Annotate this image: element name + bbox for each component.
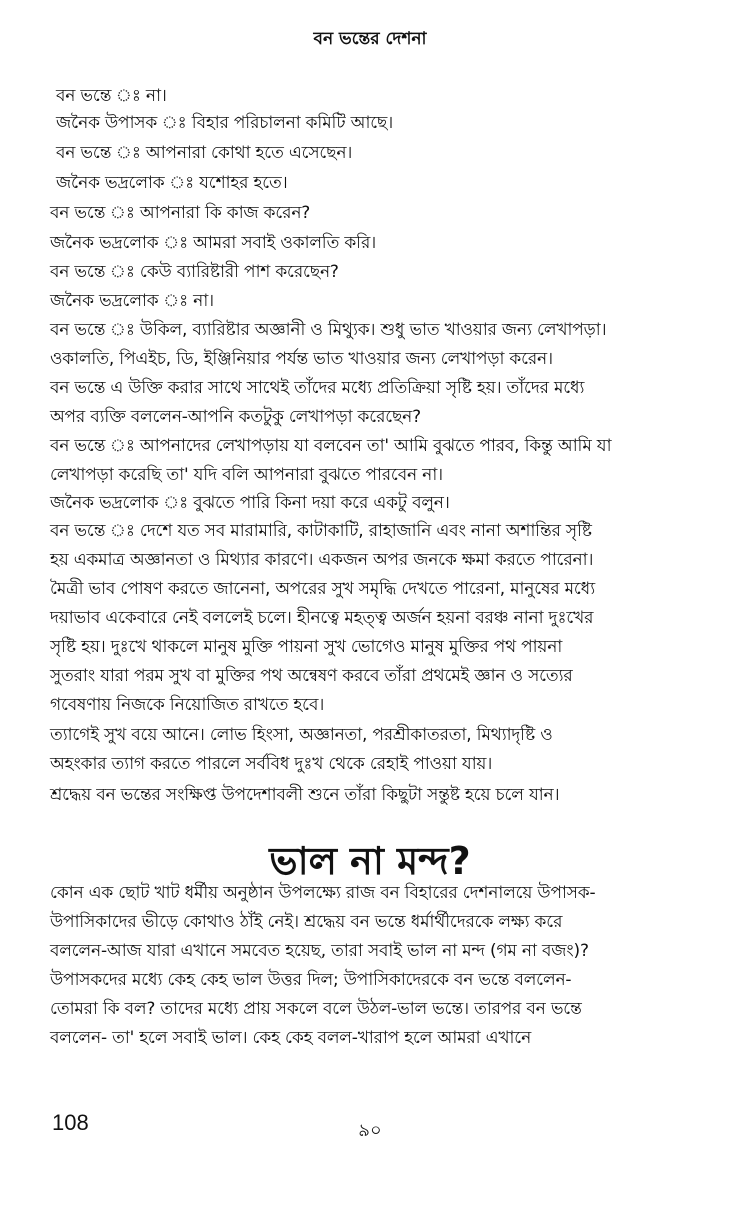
text-line: সৃষ্টি হয়। দুঃখে থাকলে মানুষ মুক্তি পায়না সুখ ভোগেও মানুষ মুক্তির পথ পায়না	[50, 637, 563, 657]
text-line: বন ভন্তে ঃ না।	[56, 86, 167, 106]
text-line: ওকালতি, পিএইচ, ডি, ইঞ্জিনিয়ার পর্যন্ত ভাত খাওয়ার জন্য লেখাপড়া করেন।	[50, 349, 553, 369]
text-line: বন ভন্তে ঃ দেশে যত সব মারামারি, কাটাকাটি, রাহাজানি এবং নানা অশান্তির সৃষ্টি	[50, 521, 592, 541]
text-line: বন ভন্তে ঃ আপনারা কোথা হতে এসেছেন।	[56, 143, 353, 163]
text-line: সুতরাং যারা পরম সুখ বা মুক্তির পথ অন্বেষণ করবে তাঁরা প্রথমেই জ্ঞান ও সত্যের	[50, 666, 573, 686]
text-line: অপর ব্যক্তি বললেন-আপনি কতটুকু লেখাপড়া করেছেন?	[50, 407, 421, 427]
text-line: শ্রদ্ধেয় বন ভন্তের সংক্ষিপ্ত উপদেশাবলী শুনে তাঁরা কিছুটা সন্তুষ্ট হয়ে চলে যান।	[50, 785, 560, 805]
text-line: কোন এক ছোট খাট ধর্মীয় অনুষ্ঠান উপলক্ষ্যে রাজ বন বিহারের দেশনালয়ে উপাসক-	[50, 883, 596, 903]
text-line: গবেষণায় নিজকে নিয়োজিত রাখতে হবে।	[50, 695, 325, 715]
text-line: বললেন-আজ যারা এখানে সমবেত হয়েছ, তারা সবাই ভাল না মন্দ (গম না বজং)?	[50, 941, 589, 961]
text-line: জনৈক ভদ্রলোক ঃ বুঝতে পারি কিনা দয়া করে একটু বলুন।	[50, 493, 450, 513]
text-line: ত্যাগেই সুখ বয়ে আনে। লোভ হিংসা, অজ্ঞানতা, পরশ্রীকাতরতা, মিথ্যাদৃষ্টি ও	[50, 725, 553, 745]
text-line: উপাসিকাদের ভীড়ে কোথাও ঠাঁই নেই। শ্রদ্ধেয় বন ভন্তে ধর্মার্থীদেরকে লক্ষ্য করে	[50, 912, 563, 932]
text-line: হয় একমাত্র অজ্ঞানতা ও মিথ্যার কারণে। একজন অপর জনকে ক্ষমা করতে পারেনা।	[50, 550, 594, 570]
text-line: জনৈক উপাসক ঃ বিহার পরিচালনা কমিটি আছে।	[56, 113, 394, 133]
text-line: জনৈক ভদ্রলোক ঃ আমরা সবাই ওকালতি করি।	[50, 233, 377, 253]
section-heading: ভাল না মন্দ?	[269, 839, 471, 883]
page-number-printed: 108	[52, 1110, 89, 1135]
text-line: উপাসকদের মধ্যে কেহ কেহ ভাল উত্তর দিল; উপাসিকাদেরকে বন ভন্তে বললেন-	[50, 970, 572, 990]
running-header: বন ভন্তের দেশনা	[313, 29, 427, 49]
text-line: লেখাপড়া করেছি তা' যদি বলি আপনারা বুঝতে পারবেন না।	[50, 465, 443, 485]
text-line: তোমরা কি বল? তাদের মধ্যে প্রায় সকলে বলে উঠল-ভাল ভন্তে। তারপর বন ভন্তে	[50, 999, 582, 1019]
text-line: জনৈক ভদ্রলোক ঃ যশোহর হতে।	[56, 173, 288, 193]
page-number-bengali: ৯০	[358, 1120, 382, 1141]
text-line: বন ভন্তে ঃ উকিল, ব্যারিষ্টার অজ্ঞানী ও মিথ্যুক। শুধু ভাত খাওয়ার জন্য লেখাপড়া।	[50, 320, 607, 340]
text-line: মৈত্রী ভাব পোষণ করতে জানেনা, অপরের সুখ সমৃদ্ধি দেখতে পারেনা, মানুষের মধ্যে	[50, 579, 595, 599]
text-line: বন ভন্তে ঃ আপনারা কি কাজ করেন?	[50, 203, 311, 223]
text-line: বন ভন্তে ঃ আপনাদের লেখাপড়ায় যা বলবেন তা' আমি বুঝতে পারব, কিন্তু আমি যা	[50, 436, 612, 456]
text-line: অহংকার ত্যাগ করতে পারলে সর্ববিধ দুঃখ থেকে রেহাই পাওয়া যায়।	[50, 754, 493, 774]
text-line: বললেন- তা' হলে সবাই ভাল। কেহ কেহ বলল-খারাপ হলে আমরা এখানে	[50, 1028, 532, 1048]
text-line: বন ভন্তে এ উক্তি করার সাথে সাথেই তাঁদের মধ্যে প্রতিক্রিয়া সৃষ্টি হয়। তাঁদের মধ্যে	[50, 378, 585, 398]
text-line: দয়াভাব একেবারে নেই বললেই চলে। হীনত্বে মহত্ত্ব অর্জন হয়না বরঞ্চ নানা দুঃখের	[50, 608, 594, 628]
text-line: জনৈক ভদ্রলোক ঃ না।	[50, 291, 214, 311]
text-line: বন ভন্তে ঃ কেউ ব্যারিষ্টারী পাশ করেছেন?	[50, 262, 339, 282]
